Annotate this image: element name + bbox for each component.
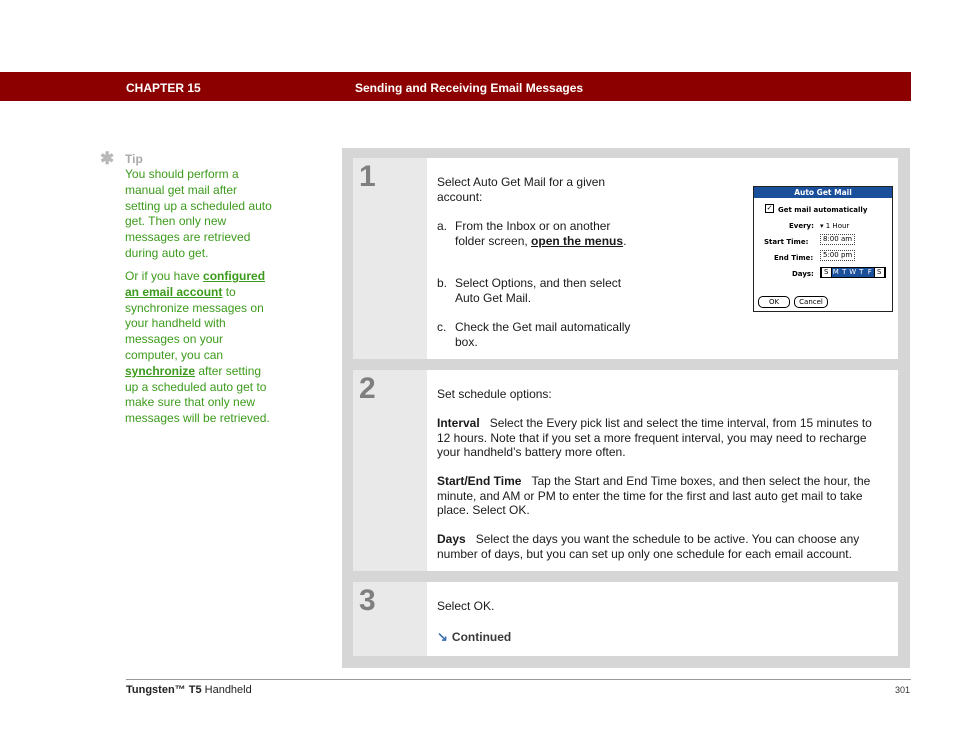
step-number-column	[353, 158, 427, 359]
dialog-ok-button: OK	[758, 296, 790, 308]
step-text: Select OK.	[437, 599, 495, 613]
list-item	[437, 276, 637, 305]
step-intro: Select Auto Get Mail for a given account:	[437, 175, 606, 204]
tip-paragraph-1: You should perform a manual get mail after setting up a scheduled auto get. Then only new messages are retrieved during auto get.	[125, 167, 272, 260]
list-marker: a.	[437, 219, 448, 233]
option-term: Start/End Time	[437, 474, 522, 488]
step-number: 1	[359, 160, 376, 193]
list-item	[437, 219, 637, 248]
option-days	[437, 532, 886, 561]
list-marker: b.	[437, 276, 448, 290]
arrow-down-right-icon: ↘	[437, 629, 448, 644]
end-time-value: 5:00 pm	[820, 250, 855, 261]
day-sunday: S	[821, 268, 832, 277]
chapter-number: CHAPTER 15	[126, 81, 201, 95]
chapter-title: Sending and Receiving Email Messages	[355, 81, 584, 95]
step-number: 2	[359, 372, 376, 405]
every-label: Every:	[789, 222, 814, 230]
checkbox-label: Get mail automatically	[778, 206, 868, 214]
every-picker	[820, 219, 849, 234]
day-saturday: S	[874, 268, 885, 277]
option-term: Interval	[437, 416, 480, 430]
step-intro: Set schedule options:	[437, 387, 552, 401]
asterisk-icon: ✱	[100, 149, 115, 168]
every-value: 1 Hour	[825, 222, 850, 230]
dropdown-arrow-icon: ▾	[820, 222, 824, 230]
list-text: .	[623, 233, 627, 248]
step-number: 3	[359, 584, 376, 617]
step-2	[353, 370, 898, 571]
option-start-end-time	[437, 474, 886, 518]
option-description: Select the Every pick list and select the time interval, from 15 minutes to 12 hours. Note that if you set a more frequent interval, you may need to recharge your handheld’s battery more often.	[437, 416, 872, 459]
steps-panel	[342, 148, 910, 668]
tip-text: to synchronize messages on your handheld with messages on your computer, you can	[125, 284, 264, 362]
day-friday: F	[866, 268, 875, 277]
tip-paragraph-2	[125, 269, 275, 427]
step-number-column	[353, 582, 427, 656]
footer-divider	[126, 679, 911, 680]
option-term: Days	[437, 532, 466, 546]
step-number-column	[353, 370, 427, 571]
checkbox-checked-icon: ✓	[766, 204, 773, 212]
synchronize-link[interactable]: synchronize	[125, 363, 196, 378]
product-suffix: Handheld	[201, 684, 252, 696]
tip-text: after setting up a scheduled auto get to make sure that only new messages will be retrieved.	[125, 363, 270, 426]
step-3	[353, 582, 898, 656]
continued-link[interactable]	[437, 630, 511, 645]
configured-email-account-link[interactable]: configured an email account	[125, 269, 266, 299]
open-the-menus-link[interactable]: open the menus	[531, 233, 624, 248]
page-number: 301	[894, 685, 910, 695]
list-marker: c.	[437, 320, 447, 334]
chapter-header	[0, 72, 911, 101]
day-thursday: T	[857, 268, 866, 277]
product-name: Tungsten™ T5	[126, 684, 202, 696]
option-description: Tap the Start and End Time boxes, and then select the hour, the minute, and AM or PM to enter the time for the first and last auto get mail to take place. Select OK.	[437, 474, 871, 517]
list-text: Check the Get mail automatically box.	[455, 320, 631, 349]
dialog-title: Auto Get Mail	[754, 187, 892, 198]
start-time-label: Start Time:	[764, 238, 809, 246]
day-monday: M	[832, 268, 839, 276]
day-tuesday: T	[840, 268, 849, 277]
list-text: Select Options, and then select Auto Get Mail.	[455, 276, 622, 305]
continued-label: Continued	[451, 630, 512, 644]
option-interval	[437, 416, 886, 460]
days-selector	[820, 267, 886, 278]
list-item	[437, 320, 637, 349]
step-1	[353, 158, 898, 359]
list-text: From the Inbox or on another folder screen,	[455, 219, 611, 248]
auto-get-mail-dialog-screenshot	[753, 186, 893, 312]
day-wednesday: W	[849, 268, 857, 276]
dialog-cancel-button: Cancel	[794, 296, 828, 308]
footer-product	[126, 684, 252, 696]
end-time-label: End Time:	[774, 254, 814, 262]
option-description: Select the days you want the schedule to be active. You can choose any number of days, but you can set up only one schedule for each email account.	[437, 532, 860, 561]
start-time-value: 8:00 am	[820, 234, 855, 245]
tip-text: Or if you have	[125, 269, 204, 283]
tip-label: Tip	[125, 152, 143, 166]
days-label: Days:	[792, 270, 814, 278]
